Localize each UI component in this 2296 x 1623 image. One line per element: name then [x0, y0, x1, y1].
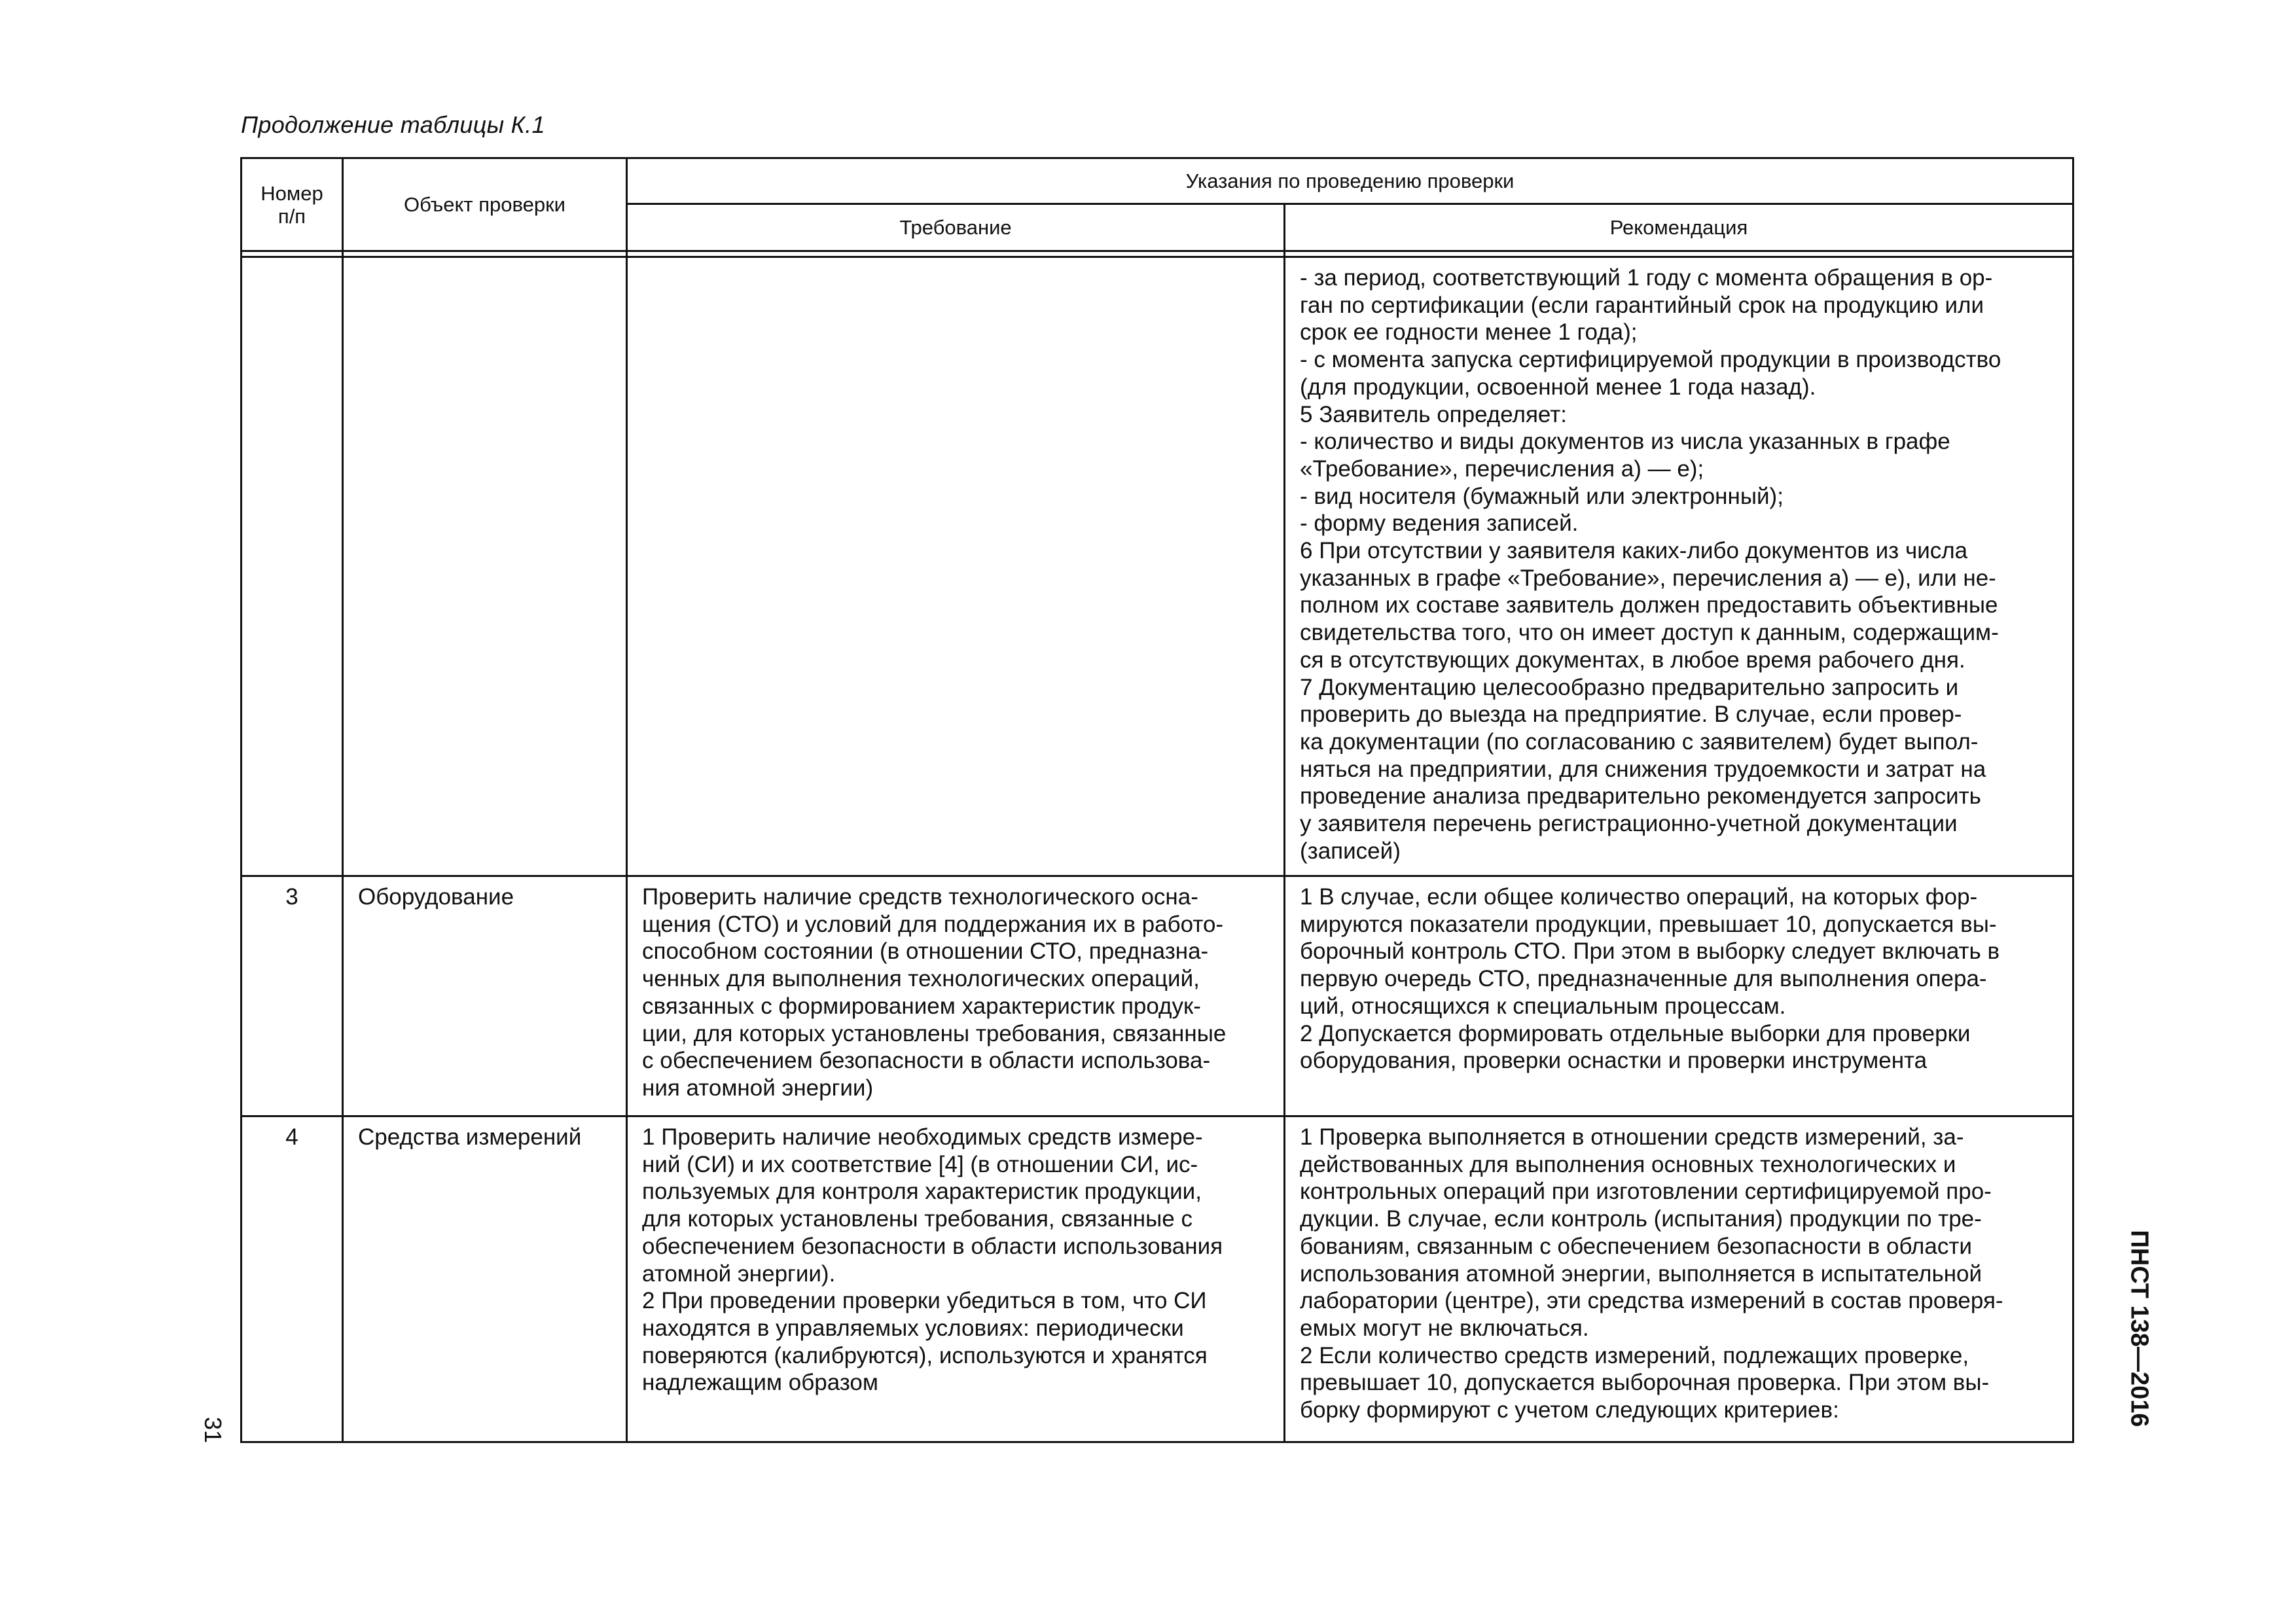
text-line: проверить до выезда на предприятие. В случае, если провер- — [1300, 702, 1962, 728]
checklist-table — [240, 157, 2074, 1443]
header-object: Объект проверки — [343, 158, 627, 251]
header-requirement: Требование — [627, 204, 1285, 251]
text-line: атомной энергии). — [642, 1260, 836, 1287]
text-line: 7 Документацию целесообразно предварительно запросить и — [1300, 674, 1959, 700]
text-line: ка документации (по согласованию с заявителем) будет выпол- — [1300, 728, 1979, 755]
row-recommendation — [1285, 876, 2073, 1116]
page-number — [196, 1407, 229, 1453]
text-line: обеспечением безопасности в области использования — [642, 1233, 1223, 1259]
text-line: с обеспечением безопасности в области использова- — [642, 1048, 1211, 1074]
table-header-row — [242, 158, 2073, 204]
text-line: 2 Если количество средств измерений, подлежащих проверке, — [1300, 1342, 1969, 1368]
text-line: надлежащим образом — [642, 1370, 878, 1396]
text-line: контрольных операций при изготовлении сертифицируемой про- — [1300, 1179, 1992, 1205]
page-number-text: 31 — [200, 1416, 226, 1444]
row-num: 3 — [242, 876, 343, 1116]
text-line: способном состоянии (в отношении СТО, предназна- — [642, 938, 1209, 965]
table-caption: Продолжение таблицы К.1 — [241, 111, 545, 138]
text-line: 5 Заявитель определяет: — [1300, 401, 1567, 427]
table-row-continuation — [242, 257, 2073, 876]
text-line: - за период, соответствующий 1 году с момента обращения в ор- — [1300, 265, 1993, 291]
text-line: бованиям, связанным с обеспечением безопасности в области — [1300, 1233, 1972, 1259]
row-object: Средства измерений — [343, 1116, 627, 1442]
table-row-measuring-instruments — [242, 1116, 2073, 1442]
text-line: (записей) — [1300, 838, 1401, 864]
text-line: щения (СТО) и условий для поддержания их в работо- — [642, 911, 1224, 937]
text-line: ченных для выполнения технологических операций, — [642, 966, 1200, 992]
text-line: поверяются (калибруются), используются и хранятся — [642, 1342, 1208, 1368]
document-code — [2116, 1217, 2162, 1440]
text-line: 1 Проверка выполняется в отношении средств измерений, за- — [1300, 1124, 1964, 1150]
text-line: пользуемых для контроля характеристик продукции, — [642, 1179, 1202, 1205]
text-line: ций, относящихся к специальным процессам. — [1300, 993, 1786, 1019]
header-instructions: Указания по проведению проверки — [627, 158, 2073, 204]
table-row-equipment — [242, 876, 2073, 1116]
text-line: 1 Проверить наличие необходимых средств измере- — [642, 1124, 1203, 1150]
row-requirement — [627, 876, 1285, 1116]
text-line: ний (СИ) и их соответствие [4] (в отношении СИ, ис- — [642, 1151, 1198, 1177]
text-line: проведение анализа предварительно рекомендуется запросить — [1300, 783, 1981, 810]
document-code-text: ПНСТ 138—2016 — [2125, 1230, 2153, 1427]
text-line: мируются показатели продукции, превышает 10, допускается вы- — [1300, 911, 1997, 937]
header-recommendation: Рекомендация — [1285, 204, 2073, 251]
text-line: борку формируют с учетом следующих критериев: — [1300, 1397, 1839, 1423]
text-line: (для продукции, освоенной менее 1 года назад). — [1300, 374, 1816, 400]
text-line: 1 В случае, если общее количество операций, на которых фор- — [1300, 884, 1978, 910]
text-line: превышает 10, допускается выборочная проверка. При этом вы- — [1300, 1370, 1990, 1396]
text-line: связанных с формированием характеристик продук- — [642, 993, 1201, 1019]
text-line: указанных в графе «Требование», перечисления а) — е), или не- — [1300, 565, 1996, 591]
text-line: 2 При проведении проверки убедиться в том, что СИ — [642, 1288, 1207, 1314]
text-line: первую очередь СТО, предназначенные для выполнения опера- — [1300, 966, 1987, 992]
text-line: ции, для которых установлены требования, связанные — [642, 1020, 1227, 1046]
text-line: «Требование», перечисления а) — е); — [1300, 455, 1704, 482]
row-recommendation — [1285, 1116, 2073, 1442]
text-line: - вид носителя (бумажный или электронный); — [1300, 483, 1784, 509]
text-line: оборудования, проверки оснастки и проверки инструмента — [1300, 1048, 1928, 1074]
text-line: 6 При отсутствии у заявителя каких-либо документов из числа — [1300, 538, 1968, 564]
header-separator — [242, 251, 2073, 257]
text-line: полном их составе заявитель должен предоставить объективные — [1300, 592, 1998, 618]
text-line: у заявителя перечень регистрационно-учетной документации — [1300, 811, 1958, 837]
text-line: для которых установлены требования, связанные с — [642, 1206, 1193, 1232]
continuation-requirement-cell — [627, 257, 1285, 876]
text-line: ния атомной энергии) — [642, 1075, 874, 1101]
header-num: Номер п/п — [242, 158, 343, 251]
text-line: свидетельства того, что он имеет доступ к данным, содержащим- — [1300, 620, 1999, 646]
text-line: ся в отсутствующих документах, в любое время рабочего дня. — [1300, 647, 1965, 673]
text-line: Проверить наличие средств технологического осна- — [642, 884, 1198, 910]
text-line: лаборатории (центре), эти средства измерений в состав проверя- — [1300, 1288, 2003, 1314]
continuation-num-cell — [242, 257, 343, 876]
text-line: емых могут не включаться. — [1300, 1315, 1589, 1341]
text-line: использования атомной энергии, выполняется в испытательной — [1300, 1260, 1982, 1287]
row-requirement — [627, 1116, 1285, 1442]
text-line: борочный контроль СТО. При этом в выборку следует включать в — [1300, 938, 2000, 965]
text-line: дукции. В случае, если контроль (испытания) продукции по тре- — [1300, 1206, 1982, 1232]
text-line: - с момента запуска сертифицируемой продукции в производство — [1300, 347, 2001, 373]
text-line: находятся в управляемых условиях: периодически — [642, 1315, 1184, 1341]
text-line: - количество и виды документов из числа указанных в графе — [1300, 429, 1950, 455]
text-line: действованных для выполнения основных технологических и — [1300, 1151, 1956, 1177]
row-object: Оборудование — [343, 876, 627, 1116]
continuation-recommendation-cell — [1285, 257, 2073, 876]
continuation-object-cell — [343, 257, 627, 876]
text-line: ган по сертификации (если гарантийный срок на продукцию или — [1300, 292, 1984, 318]
text-line: - форму ведения записей. — [1300, 510, 1579, 537]
text-line: 2 Допускается формировать отдельные выборки для проверки — [1300, 1020, 1971, 1046]
text-line: срок ее годности менее 1 года); — [1300, 319, 1638, 346]
text-line: няться на предприятии, для снижения трудоемкости и затрат на — [1300, 756, 1986, 782]
row-num: 4 — [242, 1116, 343, 1442]
